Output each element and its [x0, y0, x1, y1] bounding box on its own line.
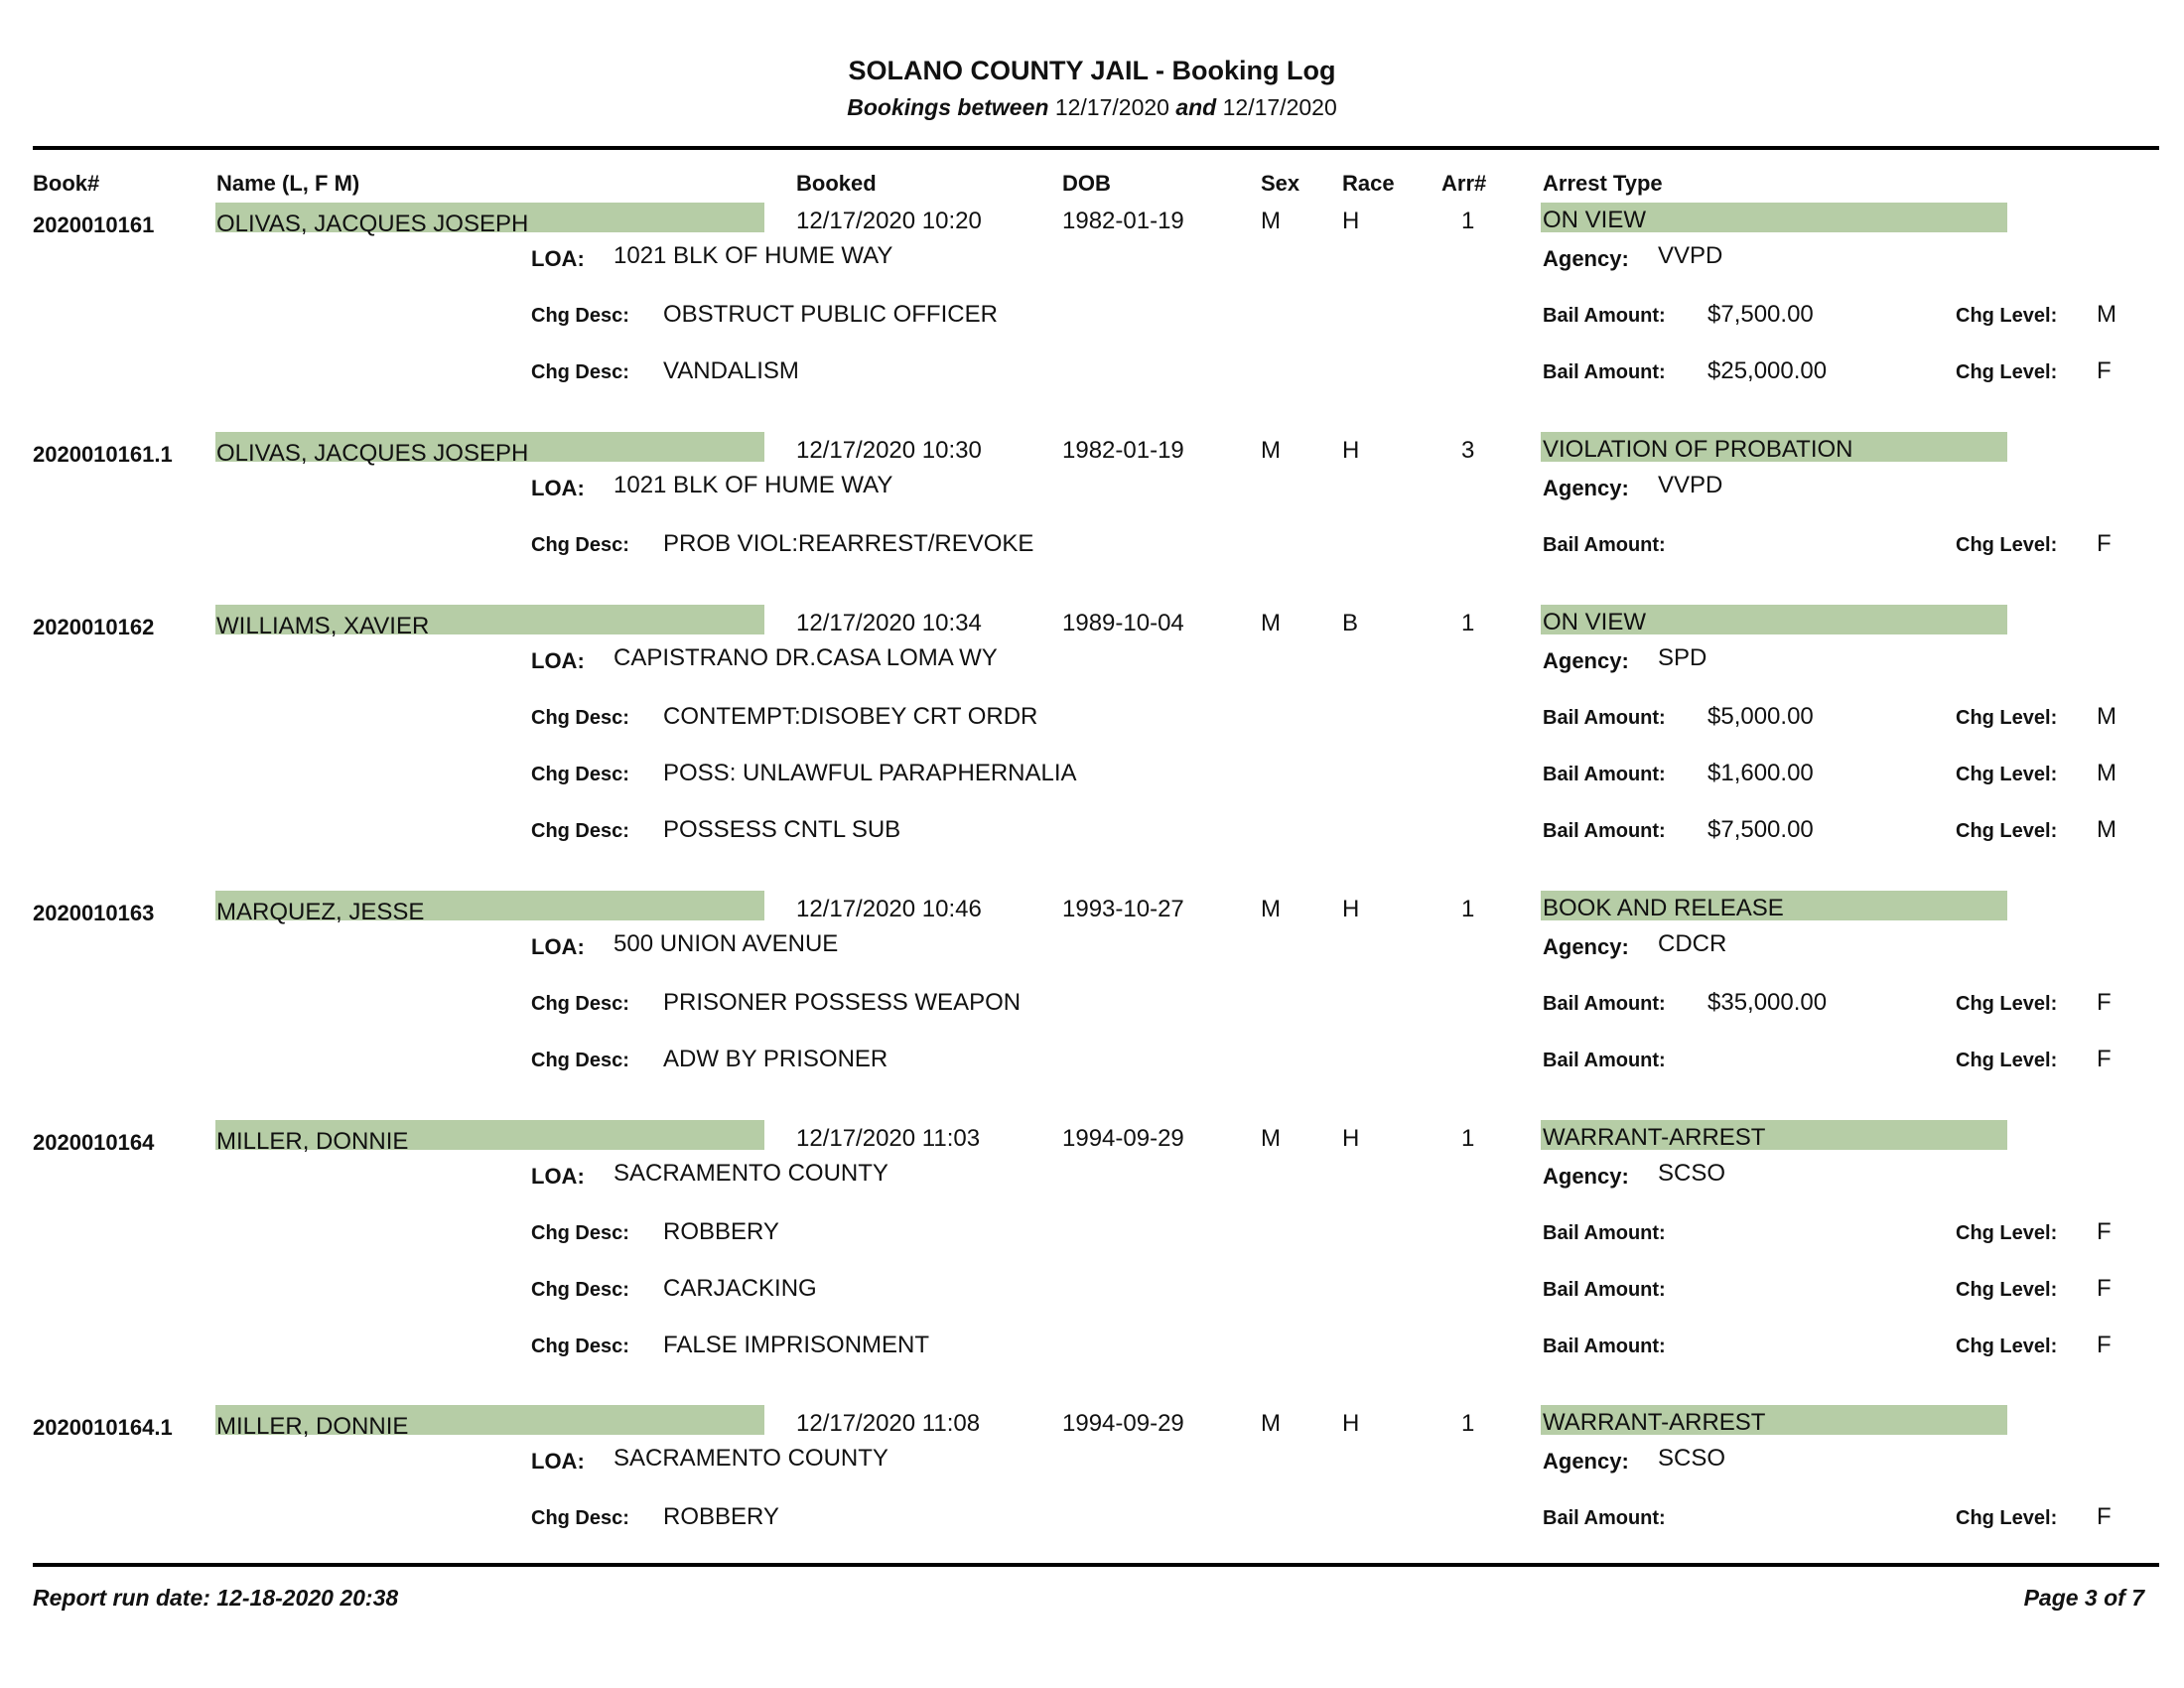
arrest-count: 1 — [1461, 208, 1475, 234]
loa-value: 1021 BLK OF HUME WAY — [614, 242, 893, 269]
arrest-count: 1 — [1461, 1125, 1475, 1152]
column-header-name: Name (L, F M) — [216, 171, 360, 196]
date-of-birth: 1994-09-29 — [1062, 1410, 1184, 1437]
sex-value: M — [1261, 896, 1281, 922]
column-header-book: Book# — [33, 171, 100, 196]
agency-value: CDCR — [1658, 930, 1727, 957]
charge-desc-label: Chg Desc: — [531, 305, 629, 327]
column-header-sex: Sex — [1261, 171, 1300, 196]
charge-desc: POSSESS CNTL SUB — [663, 816, 901, 843]
agency-label: Agency: — [1543, 1164, 1629, 1189]
date-of-birth: 1982-01-19 — [1062, 208, 1184, 234]
charge-row — [0, 816, 2184, 843]
arrest-type: BOOK AND RELEASE — [1543, 895, 1784, 921]
booked-datetime: 12/17/2020 10:46 — [796, 896, 982, 922]
bail-amount-label: Bail Amount: — [1543, 1050, 1666, 1071]
charge-desc-label: Chg Desc: — [531, 820, 629, 842]
bail-amount: $7,500.00 — [1707, 301, 1814, 328]
race-value: H — [1342, 1410, 1360, 1437]
bail-amount-label: Bail Amount: — [1543, 1222, 1666, 1244]
charge-desc-label: Chg Desc: — [531, 534, 629, 556]
charge-level-label: Chg Level: — [1956, 1336, 2058, 1357]
bail-amount: $35,000.00 — [1707, 989, 1828, 1016]
charge-level: F — [2097, 1275, 2112, 1302]
arrest-count: 1 — [1461, 1410, 1475, 1437]
date-of-birth: 1982-01-19 — [1062, 437, 1184, 464]
date-of-birth: 1993-10-27 — [1062, 896, 1184, 922]
charge-row — [0, 1218, 2184, 1245]
booked-datetime: 12/17/2020 10:20 — [796, 208, 982, 234]
charge-desc: VANDALISM — [663, 357, 799, 384]
charge-level: M — [2097, 816, 2116, 843]
arrest-type: WARRANT-ARREST — [1543, 1409, 1766, 1436]
column-header-race: Race — [1342, 171, 1395, 196]
charge-row — [0, 703, 2184, 730]
booked-datetime: 12/17/2020 11:03 — [796, 1125, 981, 1152]
booking-record — [0, 609, 2184, 843]
charge-level: F — [2097, 1503, 2112, 1530]
agency-value: SPD — [1658, 644, 1707, 671]
loa-label: LOA: — [531, 648, 585, 673]
bail-amount-label: Bail Amount: — [1543, 305, 1666, 327]
loa-value: SACRAMENTO COUNTY — [614, 1445, 888, 1472]
agency-label: Agency: — [1543, 476, 1629, 500]
bail-amount-label: Bail Amount: — [1543, 1507, 1666, 1529]
bail-amount-label: Bail Amount: — [1543, 361, 1666, 383]
start-date: 12/17/2020 — [1054, 94, 1169, 120]
booked-datetime: 12/17/2020 11:08 — [796, 1410, 981, 1437]
loa-label: LOA: — [531, 476, 585, 500]
charge-level: F — [2097, 1218, 2112, 1245]
loa-value: CAPISTRANO DR.CASA LOMA WY — [614, 644, 998, 671]
arrest-type: WARRANT-ARREST — [1543, 1124, 1766, 1151]
column-header-dob: DOB — [1062, 171, 1111, 196]
charge-level: F — [2097, 989, 2112, 1016]
charge-level-label: Chg Level: — [1956, 1279, 2058, 1301]
bail-amount-label: Bail Amount: — [1543, 1279, 1666, 1301]
report-title: SOLANO COUNTY JAIL - Booking Log — [848, 56, 1336, 85]
sex-value: M — [1261, 437, 1281, 464]
charge-desc-label: Chg Desc: — [531, 1222, 629, 1244]
charge-desc: CONTEMPT:DISOBEY CRT ORDR — [663, 703, 1038, 730]
inmate-name: MILLER, DONNIE — [216, 1128, 409, 1155]
date-of-birth: 1994-09-29 — [1062, 1125, 1184, 1152]
column-header-booked: Booked — [796, 171, 877, 196]
loa-value: 500 UNION AVENUE — [614, 930, 839, 957]
bail-amount-label: Bail Amount: — [1543, 707, 1666, 729]
agency-label: Agency: — [1543, 934, 1629, 959]
inmate-name: MARQUEZ, JESSE — [216, 899, 425, 925]
charge-desc: OBSTRUCT PUBLIC OFFICER — [663, 301, 998, 328]
loa-label: LOA: — [531, 934, 585, 959]
charge-row — [0, 760, 2184, 786]
bail-amount: $25,000.00 — [1707, 357, 1828, 384]
book-number: 2020010164.1 — [33, 1415, 173, 1440]
book-number: 2020010162 — [33, 615, 155, 639]
charge-level-label: Chg Level: — [1956, 1222, 2058, 1244]
bail-amount-label: Bail Amount: — [1543, 534, 1666, 556]
charge-desc-label: Chg Desc: — [531, 764, 629, 785]
charge-row — [0, 530, 2184, 557]
charge-desc-label: Chg Desc: — [531, 361, 629, 383]
charge-desc: ADW BY PRISONER — [663, 1046, 888, 1072]
charge-desc: CARJACKING — [663, 1275, 817, 1302]
arrest-count: 3 — [1461, 437, 1475, 464]
charge-desc: POSS: UNLAWFUL PARAPHERNALIA — [663, 760, 1077, 786]
end-date: 12/17/2020 — [1222, 94, 1337, 120]
inmate-name: OLIVAS, JACQUES JOSEPH — [216, 440, 529, 467]
charge-desc-label: Chg Desc: — [531, 1050, 629, 1071]
charge-level-label: Chg Level: — [1956, 1050, 2058, 1071]
charge-level-label: Chg Level: — [1956, 764, 2058, 785]
charge-level-label: Chg Level: — [1956, 534, 2058, 556]
race-value: H — [1342, 896, 1360, 922]
loa-label: LOA: — [531, 246, 585, 271]
charge-desc-label: Chg Desc: — [531, 707, 629, 729]
charge-desc-label: Chg Desc: — [531, 1279, 629, 1301]
agency-value: VVPD — [1658, 472, 1723, 498]
loa-value: SACRAMENTO COUNTY — [614, 1160, 888, 1187]
inmate-name: OLIVAS, JACQUES JOSEPH — [216, 211, 529, 237]
page-number: Page 3 of 7 — [2023, 1585, 2144, 1611]
agency-value: SCSO — [1658, 1445, 1726, 1472]
book-number: 2020010163 — [33, 901, 155, 925]
agency-value: SCSO — [1658, 1160, 1726, 1187]
charge-row — [0, 1275, 2184, 1302]
charge-desc: PROB VIOL:REARREST/REVOKE — [663, 530, 1034, 557]
book-number: 2020010161.1 — [33, 442, 173, 467]
arrest-type: VIOLATION OF PROBATION — [1543, 436, 1853, 463]
charge-level: M — [2097, 703, 2116, 730]
charge-level: F — [2097, 1332, 2112, 1358]
charge-level-label: Chg Level: — [1956, 993, 2058, 1015]
column-header-arrest-type: Arrest Type — [1543, 171, 1663, 196]
loa-label: LOA: — [531, 1164, 585, 1189]
sex-value: M — [1261, 208, 1281, 234]
booked-datetime: 12/17/2020 10:34 — [796, 610, 982, 636]
agency-label: Agency: — [1543, 1449, 1629, 1474]
race-value: B — [1342, 610, 1359, 636]
inmate-name: WILLIAMS, XAVIER — [216, 613, 430, 639]
booked-datetime: 12/17/2020 10:30 — [796, 437, 982, 464]
bail-amount-label: Bail Amount: — [1543, 764, 1666, 785]
race-value: H — [1342, 208, 1360, 234]
agency-label: Agency: — [1543, 246, 1629, 271]
agency-label: Agency: — [1543, 648, 1629, 673]
charge-level-label: Chg Level: — [1956, 707, 2058, 729]
charge-desc: ROBBERY — [663, 1503, 779, 1530]
race-value: H — [1342, 437, 1360, 464]
charge-desc-label: Chg Desc: — [531, 1507, 629, 1529]
charge-level-label: Chg Level: — [1956, 1507, 2058, 1529]
agency-value: VVPD — [1658, 242, 1723, 269]
charge-desc: FALSE IMPRISONMENT — [663, 1332, 930, 1358]
charge-level-label: Chg Level: — [1956, 361, 2058, 383]
race-value: H — [1342, 1125, 1360, 1152]
charge-row — [0, 357, 2184, 384]
bail-amount: $7,500.00 — [1707, 816, 1814, 843]
report-run-date: Report run date: 12-18-2020 20:38 — [33, 1585, 399, 1611]
charge-desc-label: Chg Desc: — [531, 1336, 629, 1357]
inmate-name: MILLER, DONNIE — [216, 1413, 409, 1440]
book-number: 2020010161 — [33, 212, 155, 237]
sex-value: M — [1261, 1410, 1281, 1437]
arrest-count: 1 — [1461, 896, 1475, 922]
arrest-type: ON VIEW — [1543, 609, 1647, 635]
charge-desc: ROBBERY — [663, 1218, 779, 1245]
charge-row — [0, 1503, 2184, 1530]
booking-record — [0, 207, 2184, 384]
loa-value: 1021 BLK OF HUME WAY — [614, 472, 893, 498]
sex-value: M — [1261, 1125, 1281, 1152]
charge-level: M — [2097, 760, 2116, 786]
sex-value: M — [1261, 610, 1281, 636]
loa-label: LOA: — [531, 1449, 585, 1474]
charge-level: M — [2097, 301, 2116, 328]
charge-desc-label: Chg Desc: — [531, 993, 629, 1015]
charge-level: F — [2097, 530, 2112, 557]
charge-level-label: Chg Level: — [1956, 820, 2058, 842]
subtitle-and: and — [1175, 94, 1217, 120]
book-number: 2020010164 — [33, 1130, 155, 1155]
booking-record — [0, 1409, 2184, 1530]
booking-record — [0, 895, 2184, 1072]
charge-row — [0, 301, 2184, 328]
column-header-arr: Arr# — [1441, 171, 1487, 196]
arrest-type: ON VIEW — [1543, 207, 1647, 233]
footer-divider — [33, 1563, 2159, 1567]
arrest-count: 1 — [1461, 610, 1475, 636]
charge-row — [0, 1332, 2184, 1358]
charge-level: F — [2097, 1046, 2112, 1072]
bail-amount-label: Bail Amount: — [1543, 1336, 1666, 1357]
charge-level: F — [2097, 357, 2112, 384]
subtitle-prefix: Bookings between — [847, 94, 1049, 120]
bail-amount: $5,000.00 — [1707, 703, 1814, 730]
bail-amount-label: Bail Amount: — [1543, 993, 1666, 1015]
bail-amount: $1,600.00 — [1707, 760, 1814, 786]
bail-amount-label: Bail Amount: — [1543, 820, 1666, 842]
date-of-birth: 1989-10-04 — [1062, 610, 1184, 636]
charge-desc: PRISONER POSSESS WEAPON — [663, 989, 1022, 1016]
charge-row — [0, 1046, 2184, 1072]
booking-record — [0, 436, 2184, 557]
charge-level-label: Chg Level: — [1956, 305, 2058, 327]
booking-record — [0, 1124, 2184, 1358]
charge-row — [0, 989, 2184, 1016]
